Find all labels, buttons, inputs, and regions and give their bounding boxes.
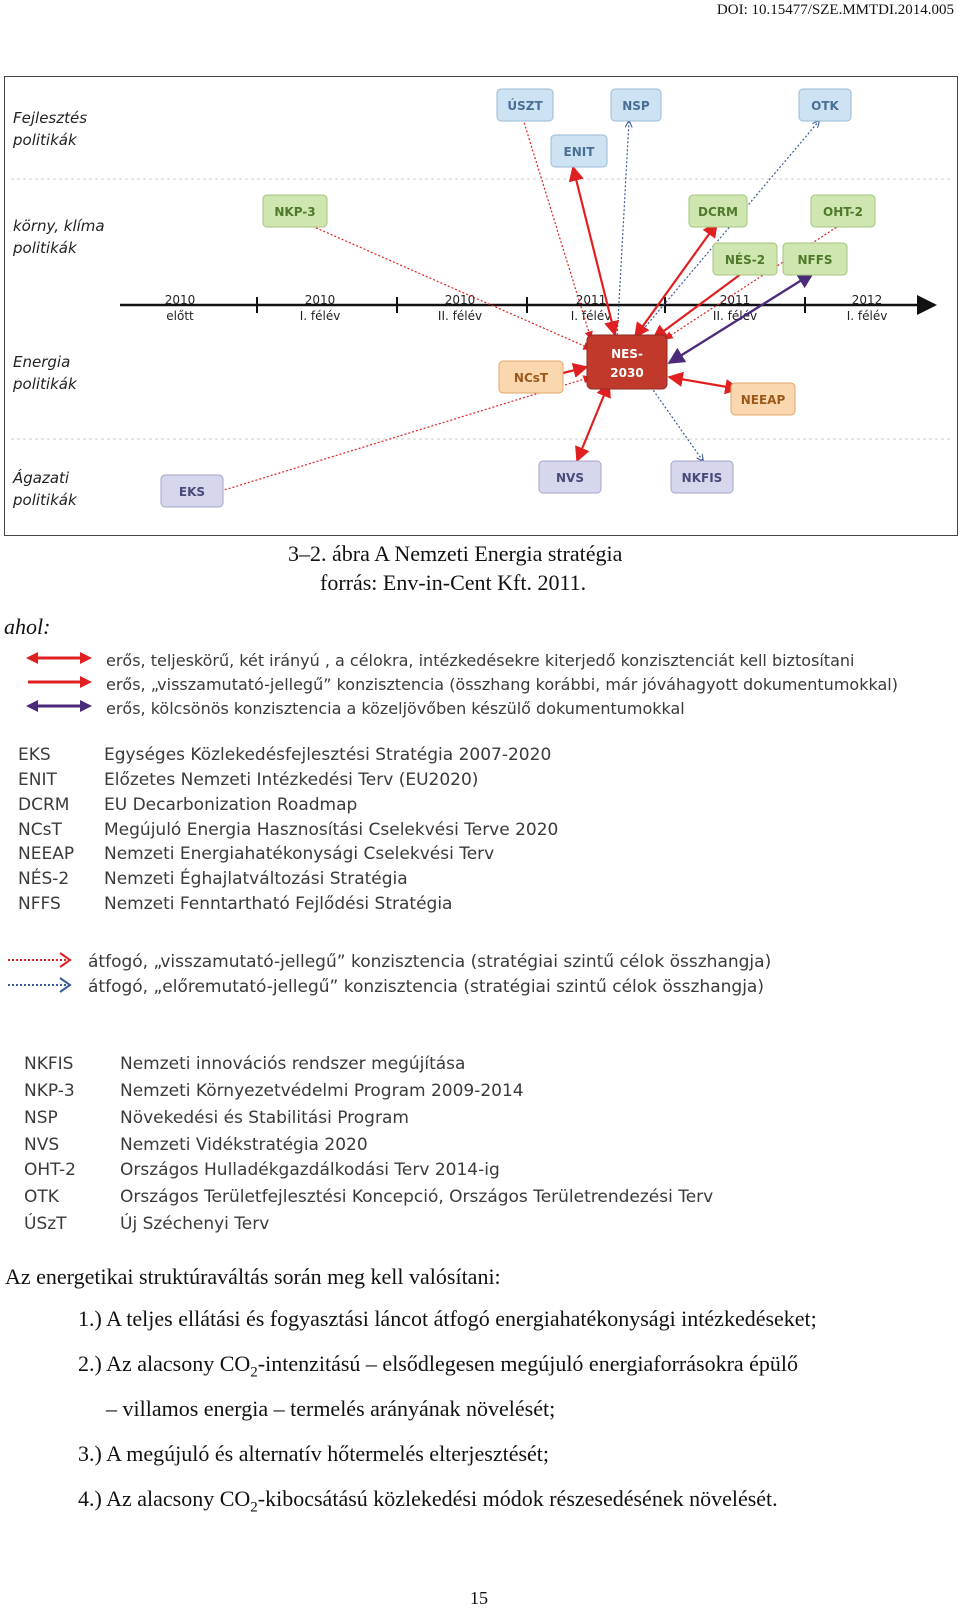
body-item-2	[78, 1351, 798, 1381]
abbr1-code: NEEAP	[18, 844, 75, 864]
connector-neeap	[669, 377, 739, 389]
abbr2-definition: Új Széchenyi Terv	[120, 1214, 270, 1234]
node-nes2030-label-2: 2030	[610, 366, 644, 380]
node-otk	[799, 89, 851, 121]
legend1-line-2: erős, „visszamutató-jellegű” konzisztencia (összhang korábbi, már jóváhagyott dokumentumokkal)	[106, 675, 898, 694]
diagram-canvas	[5, 77, 957, 535]
abbr2-code: NSP	[24, 1108, 58, 1128]
timeline-sub-3: I. félév	[570, 309, 612, 323]
abbr1-code: NÉS-2	[18, 869, 70, 889]
abbr1-definition: Nemzeti Fenntartható Fejlődési Stratégia	[104, 894, 453, 914]
figure-caption-title: 3–2. ábra A Nemzeti Energia stratégia	[288, 541, 623, 566]
node-ncst-label: NCsT	[513, 371, 549, 385]
timeline-year-3: 2011	[575, 293, 607, 307]
connector-nffs	[669, 273, 813, 363]
abbr1-definition: Megújuló Energia Hasznosítási Cselekvési Terve 2020	[104, 820, 559, 840]
legend2-line-2: átfogó, „előremutató-jellegű” konzisztencia (stratégiai szintű célok összhangja)	[88, 977, 764, 997]
abbr1-definition: EU Decarbonization Roadmap	[104, 795, 358, 815]
row-label-agazati-2: politikák	[13, 491, 77, 509]
row-label-fejlesztes-2: politikák	[13, 131, 77, 149]
row-label-korny-1: körny, klíma	[13, 217, 105, 235]
node-nes2030-hub	[587, 335, 667, 389]
body-item-2-post: -intenzitású – elsődlegesen megújuló energiaforrásokra épülő	[257, 1351, 799, 1376]
node-otk-label: OTK	[811, 99, 839, 113]
legend1-arrows	[24, 648, 96, 718]
timeline-year-0: 2010	[164, 293, 196, 307]
connector-nkp3	[305, 223, 591, 349]
abbr2-definition: Nemzeti Környezetvédelmi Program 2009-2014	[120, 1081, 524, 1101]
node-nkfis	[671, 461, 733, 493]
connector-eks	[221, 377, 591, 491]
abbr2-definition: Országos Hulladékgazdálkodási Terv 2014-ig	[120, 1160, 500, 1180]
page-number: 15	[470, 1588, 488, 1608]
abbr2-definition: Növekedési és Stabilitási Program	[120, 1108, 409, 1128]
node-eks-label: EKS	[178, 485, 206, 499]
abbr1-code: NFFS	[18, 894, 61, 914]
abbr2-definition: Nemzeti Vidékstratégia 2020	[120, 1135, 368, 1155]
abbr2-code: OHT-2	[24, 1160, 76, 1180]
body-item-4-post: -kibocsátású közlekedési módok részesedésének növelését.	[257, 1486, 778, 1511]
node-nkp3	[263, 195, 327, 227]
node-ncst	[499, 361, 563, 393]
dotted-arrow-blue-icon	[8, 978, 70, 992]
row-label-energia-1: Energia	[13, 353, 71, 371]
double-arrow-purple-icon	[26, 700, 92, 712]
legend2-line-1: átfogó, „visszamutató-jellegű” konzisztencia (stratégiai szintű célok összhangja)	[88, 952, 772, 972]
timeline-sub-1: I. félév	[299, 309, 341, 323]
body-item-1: 1.) A teljes ellátási és fogyasztási láncot átfogó energiahatékonysági intézkedéseket;	[78, 1306, 817, 1331]
row-labels	[12, 109, 105, 509]
legend1-line-3: erős, kölcsönös konzisztencia a közeljövőben készülő dokumentumokkal	[106, 699, 685, 718]
body-item-2-pre: 2.) Az alacsony CO	[78, 1351, 251, 1376]
body-item-2-sub: 2	[250, 1364, 258, 1381]
abbr1-definition: Nemzeti Éghajlatváltozási Stratégia	[104, 869, 408, 889]
abbr1-code: EKS	[18, 745, 51, 765]
double-arrow-red-icon	[26, 652, 92, 664]
timeline-year-4: 2011	[719, 293, 751, 307]
dotted-arrow-red-icon	[8, 953, 70, 967]
single-arrow-red-icon	[28, 676, 92, 688]
node-boxes	[161, 89, 875, 507]
figure-caption-source: forrás: Env-in-Cent Kft. 2011.	[320, 570, 587, 595]
body-item-4-pre: 4.) Az alacsony CO	[78, 1486, 251, 1511]
row-label-energia-2: politikák	[13, 375, 77, 393]
node-neeap	[731, 383, 795, 415]
node-nsp	[611, 89, 661, 121]
node-nes2030-label-1: NES-	[611, 347, 643, 361]
node-enit	[551, 135, 607, 167]
node-nvs-label: NVS	[556, 471, 584, 485]
body-item-2-continuation: – villamos energia – termelés arányának növelését;	[106, 1396, 556, 1421]
row-label-korny-2: politikák	[13, 239, 77, 257]
abbr1-definition: Előzetes Nemzeti Intézkedési Terv (EU2020)	[104, 770, 479, 790]
node-uszt	[497, 89, 553, 121]
node-dcrm-label: DCRM	[698, 205, 738, 219]
abbr2-code: NKFIS	[24, 1054, 74, 1074]
abbr2-code: ÚSzT	[24, 1214, 67, 1234]
abbr2-code: OTK	[24, 1187, 59, 1207]
node-uszt-label: ÚSZT	[507, 99, 543, 113]
node-nffs	[783, 243, 847, 275]
abbr1-definition: Nemzeti Energiahatékonysági Cselekvési Terv	[104, 844, 495, 864]
row-label-fejlesztes-1: Fejlesztés	[13, 109, 88, 127]
abbr2-definition: Nemzeti innovációs rendszer megújítása	[120, 1054, 466, 1074]
abbr1-definition: Egységes Közlekedésfejlesztési Stratégia 2007-2020	[104, 745, 552, 765]
node-nffs-label: NFFS	[797, 253, 833, 267]
connector-dcrm	[635, 223, 717, 337]
body-item-3: 3.) A megújuló és alternatív hőtermelés elterjesztését;	[78, 1441, 550, 1466]
node-nvs	[539, 461, 601, 493]
node-oht2	[811, 195, 875, 227]
legend2-arrows	[6, 950, 78, 996]
nes-2030-diagram	[4, 76, 958, 536]
body-item-4-sub: 2	[250, 1499, 258, 1516]
node-nkfis-label: NKFIS	[681, 471, 723, 485]
node-enit-label: ENIT	[563, 145, 595, 159]
node-neeap-label: NEEAP	[740, 393, 786, 407]
node-nes2	[713, 243, 777, 275]
row-label-agazati-1: Ágazati	[13, 469, 70, 487]
node-nes2-label: NÉS-2	[724, 253, 766, 267]
node-dcrm	[689, 195, 747, 227]
timeline-sub-5: I. félév	[846, 309, 888, 323]
doi-header: DOI: 10.15477/SZE.MMTDI.2014.005	[716, 2, 954, 18]
abbr2-definition: Országos Területfejlesztési Koncepció, Országos Területrendezési Terv	[120, 1187, 714, 1207]
connector-nkfis	[651, 387, 703, 461]
timeline-year-2: 2010	[444, 293, 476, 307]
legend1-line-1: erős, teljeskörű, két irányú , a célokra, intézkedésekre kiterjedő konzisztenciát kell biztosítani	[106, 651, 855, 670]
node-nkp3-label: NKP-3	[274, 205, 316, 219]
abbr1-code: ENIT	[18, 770, 57, 790]
timeline-year-5: 2012	[851, 293, 883, 307]
node-eks	[161, 475, 223, 507]
node-oht2-label: OHT-2	[823, 205, 863, 219]
body-intro: Az energetikai struktúraváltás során meg kell valósítani:	[5, 1264, 501, 1289]
timeline-sub-4: II. félév	[712, 309, 758, 323]
connector-nsp	[617, 121, 629, 339]
node-nsp-label: NSP	[622, 99, 650, 113]
timeline-year-1: 2010	[304, 293, 336, 307]
abbr1-code: DCRM	[18, 795, 70, 815]
timeline-sub-2: II. félév	[437, 309, 483, 323]
connector-nvs	[577, 383, 609, 461]
timeline-sub-0: előtt	[166, 309, 194, 323]
abbr2-code: NKP-3	[24, 1081, 75, 1101]
abbr1-code: NCsT	[18, 820, 62, 840]
ahol-label: ahol:	[4, 614, 51, 639]
abbr2-code: NVS	[24, 1135, 60, 1155]
body-item-4	[78, 1486, 778, 1516]
